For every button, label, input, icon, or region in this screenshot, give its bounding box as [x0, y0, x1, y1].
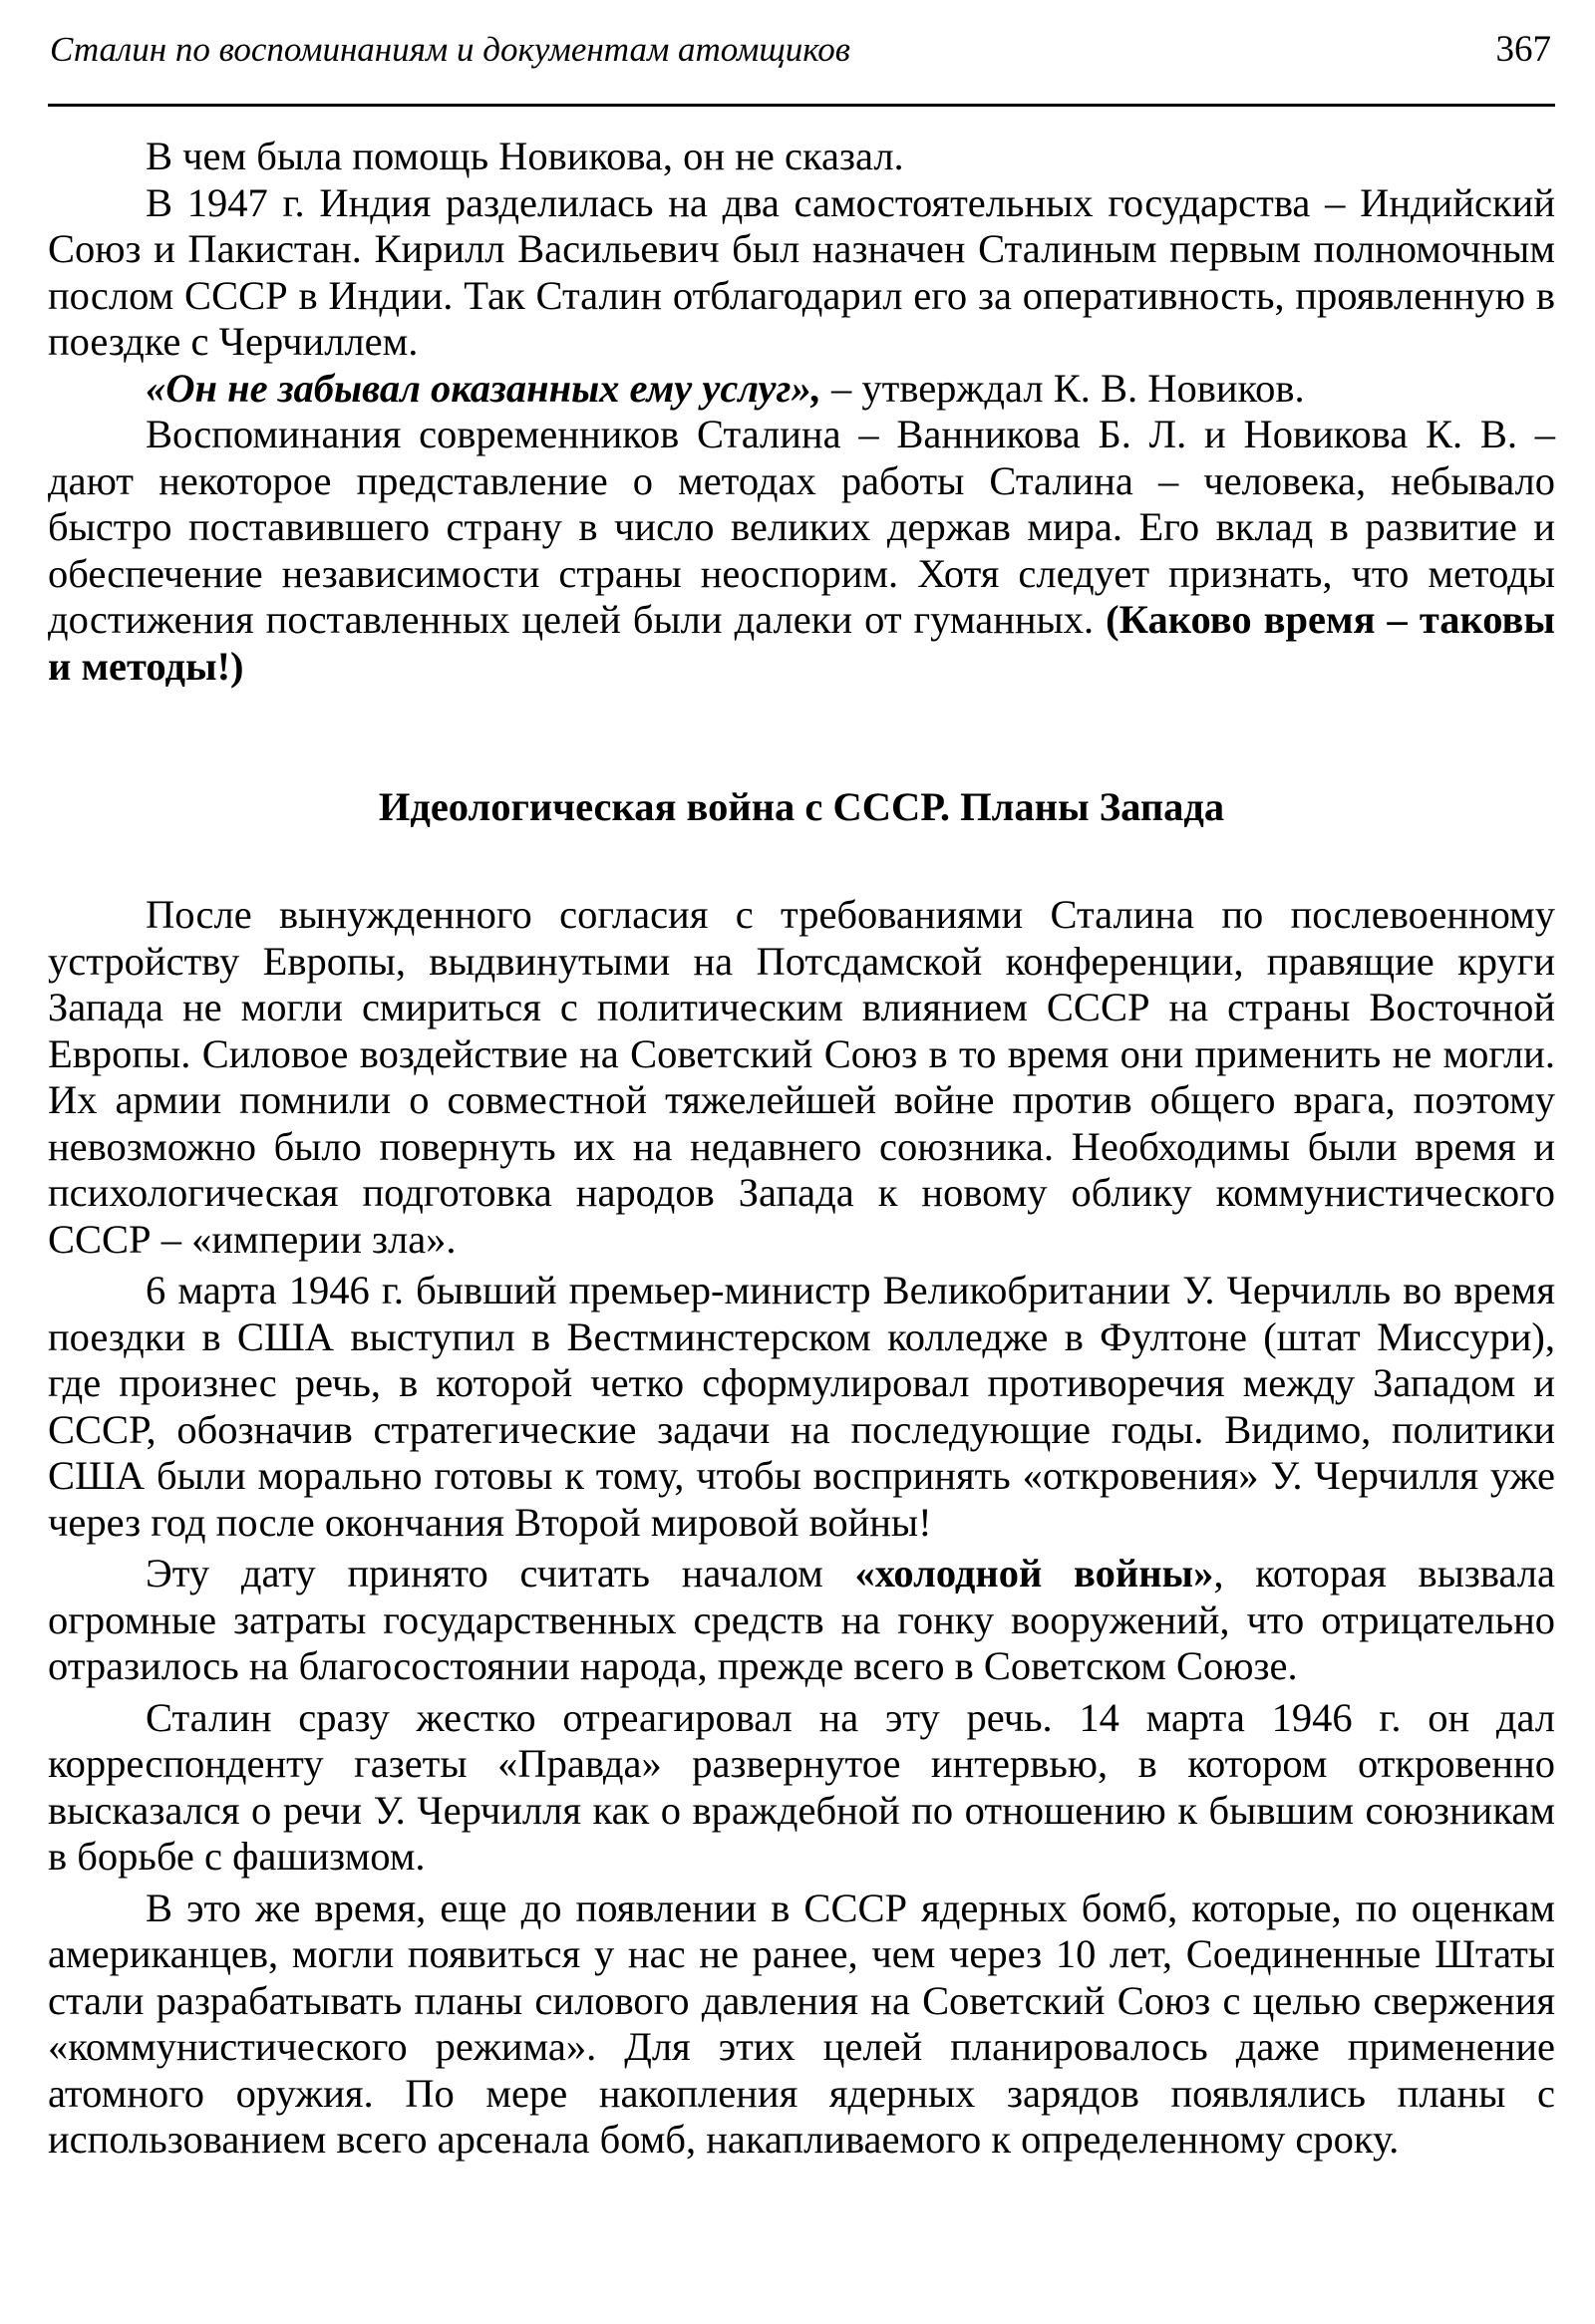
- paragraph: [48, 1551, 1555, 1690]
- paragraph: В чем была помощь Новикова, он не сказал.: [146, 134, 904, 178]
- running-header: [48, 24, 1555, 74]
- paragraph: 6 марта 1946 г. бывший премьер-министр Великобритании У. Черчилль во время поездки в США выступил в Вестминстерском колледже в Фултоне (штат Миссури), где произнес речь, в которой четко сформулировал противоречия между Западом и СССР, обозначив стратегические задачи на последующие годы. Видимо, политики США были морально готовы к тому, чтобы воспринять «откровения» У. Черчилля уже через год после окончания Второй мировой войны!: [48, 1268, 1555, 1545]
- quote-attribution: – утверждал К. В. Новиков.: [820, 365, 1305, 411]
- paragraph: В 1947 г. Индия разделилась на два самостоятельных государства – Индийский Союз и Пакистан. Кирилл Васильевич был назначен Сталиным первым полномочным послом СССР в Индии. Так Сталин отблагодарил его за оперативность, проявленную в поездке с Черчиллем.: [48, 179, 1555, 364]
- paragraph-text: , которая вызвала огромные затраты государственных средств на гонку вооружений, что отрицательно отразилось на благосостоянии народа, прежде всего в Советском Союзе.: [48, 1551, 1555, 1688]
- section-heading: Идеологическая война с СССР. Планы Запада: [378, 784, 1225, 829]
- page-body: [48, 134, 1555, 2164]
- paragraph-text: Эту дату принято считать началом: [146, 1551, 855, 1596]
- paragraph: В это же время, еще до появлении в СССР ядерных бомб, которые, по оценкам американцев, могли появиться у нас не ранее, чем через 10 лет, Соединенные Штаты стали разрабатывать планы силового давления на Советский Союз с целью свержения «коммунистического режима». Для этих целей планировалось даже применение атомного оружия. По мере накопления ядерных зарядов появлялись планы с использованием всего арсенала бомб, накапливаемого к определенному сроку.: [48, 1885, 1555, 2162]
- paragraph: [48, 366, 1555, 413]
- paragraph: [48, 412, 1555, 690]
- section-one: [48, 134, 1555, 690]
- bold-term: «холодной войны»: [854, 1551, 1214, 1596]
- section-two: [48, 892, 1555, 2164]
- page-number: 367: [1495, 29, 1551, 70]
- paragraph: После вынужденного согласия с требованиями Сталина по послевоенному устройству Европы, выдвинутыми на Потсдамской конференции, правящие круги Запада не могли смириться с политическим влиянием СССР на страны Восточной Европы. Силовое воздействие на Советский Союз в то время они применить не могли. Их армии помнили о совместной тяжелейшей войне против общего врага, поэтому невозможно было повернуть их на недавнего союзника. Необходимы были время и психологическая подготовка народов Запада к новому облику коммунистического СССР – «империи зла».: [48, 892, 1555, 1262]
- quote-emphasis: «Он не забывал оказанных ему услуг»,: [146, 365, 821, 411]
- header-rule: [48, 104, 1555, 107]
- running-title: Сталин по воспоминаниям и документам атомщиков: [50, 30, 850, 69]
- paragraph: Сталин сразу жестко отреагировал на эту речь. 14 марта 1946 г. он дал корреспонденту газеты «Правда» развернутое интервью, в котором откровенно высказался о речи У. Черчилля как о враждебной по отношению к бывшим союзникам в борьбе с фашизмом.: [48, 1694, 1555, 1879]
- bold-remark: (Каково время – таковы и методы!): [48, 597, 1556, 689]
- paragraph-text: Воспоминания современников Сталина – Ванникова Б. Л. и Новикова К. В. – дают некоторое представление о методах работы Сталина – человека, небывало быстро поставившего страну в число великих держав мира. Его вклад в развитие и обеспечение независимости страны неоспорим. Хотя следует признать, что методы достижения поставленных целей были далеки от гуманных.: [48, 412, 1555, 642]
